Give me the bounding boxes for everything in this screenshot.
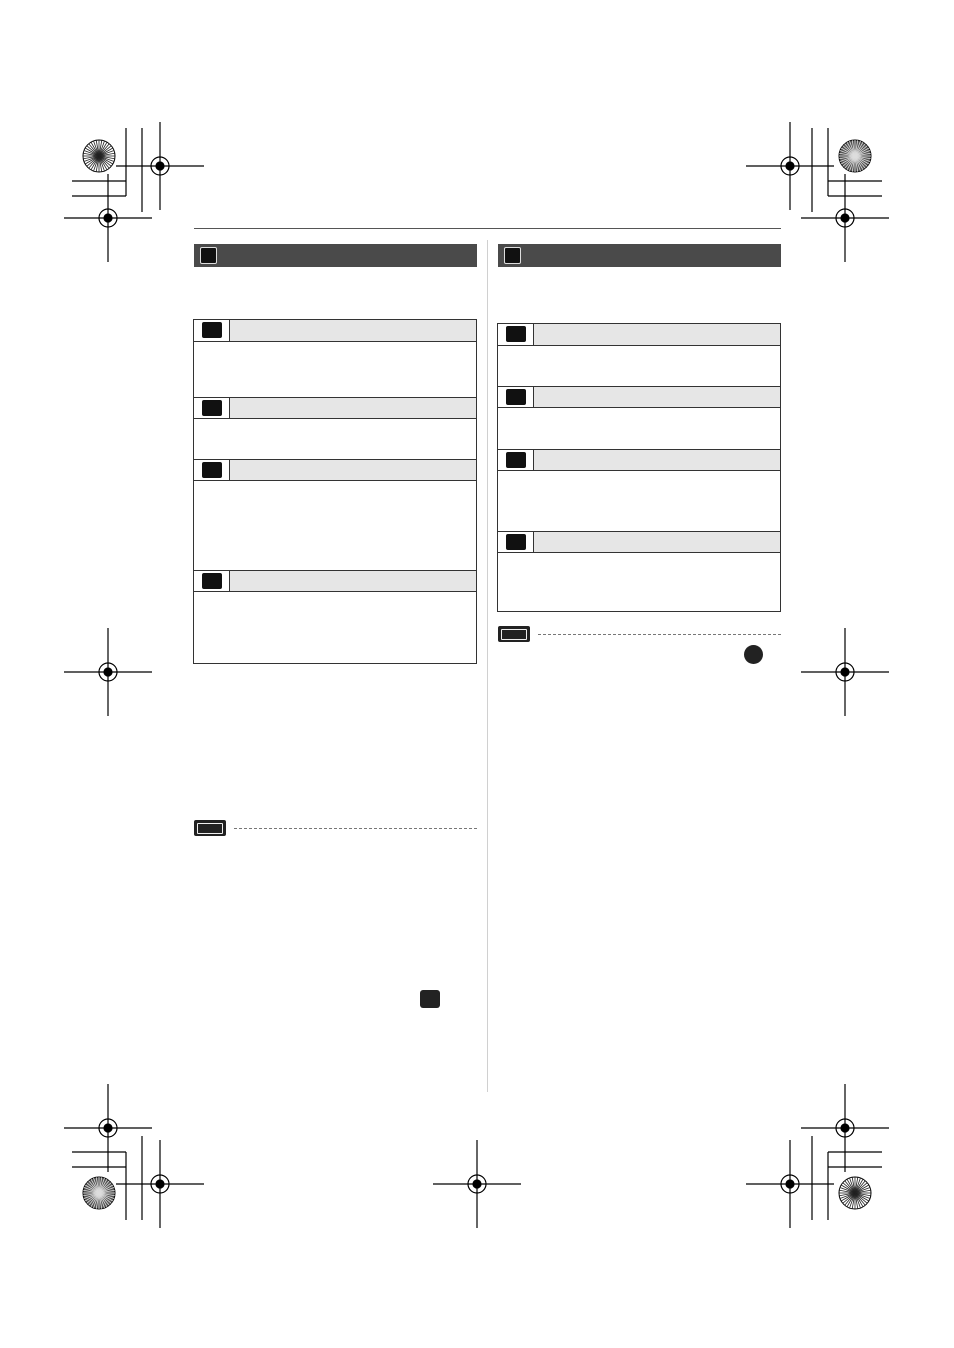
- column-divider: [487, 240, 488, 1092]
- crosshair-mark: [801, 1084, 889, 1172]
- crosshair-mark: [64, 174, 152, 262]
- registration-rosette: [83, 1177, 115, 1209]
- landscape-icon: [504, 247, 521, 264]
- creative-scenery-icon: [506, 534, 526, 550]
- portrait-table: [193, 319, 477, 664]
- section-bar-scenery: [498, 244, 781, 267]
- architecture-icon: [506, 452, 526, 468]
- note-divider: [234, 828, 477, 829]
- note-icon: [194, 820, 226, 836]
- table-row-header: [194, 459, 476, 481]
- table-row-header: [498, 531, 780, 553]
- crosshair-mark: [746, 122, 834, 210]
- soft-skin-icon: [202, 400, 222, 416]
- scenery-icon: [506, 326, 526, 342]
- note-icon: [498, 626, 530, 642]
- transform-icon: [202, 462, 222, 478]
- table-row-header: [194, 320, 476, 342]
- header-rule: [194, 228, 781, 229]
- portrait-mode-icon: [202, 322, 222, 338]
- self-portrait-icon: [202, 573, 222, 589]
- portrait-icon: [200, 247, 217, 264]
- flash-off-icon: [744, 645, 763, 664]
- section-bar-portrait: [194, 244, 477, 267]
- crosshair-mark: [116, 1140, 204, 1228]
- registration-rosette: [839, 140, 871, 172]
- note-divider: [538, 634, 781, 635]
- registration-rosette: [83, 140, 115, 172]
- crosshair-mark: [433, 1140, 521, 1228]
- crosshair-mark: [64, 1084, 152, 1172]
- panorama-icon: [506, 389, 526, 405]
- table-row-header: [498, 386, 780, 408]
- face-detection-icon: [420, 990, 440, 1008]
- table-row-header: [498, 449, 780, 471]
- table-row-header: [194, 570, 476, 592]
- crosshair-mark: [64, 628, 152, 716]
- crosshair-mark: [801, 628, 889, 716]
- registration-rosette: [839, 1177, 871, 1209]
- crosshair-mark: [116, 122, 204, 210]
- scenery-table: [497, 323, 781, 612]
- table-row-header: [498, 324, 780, 346]
- crosshair-mark: [746, 1140, 834, 1228]
- table-row-header: [194, 397, 476, 419]
- crosshair-mark: [801, 174, 889, 262]
